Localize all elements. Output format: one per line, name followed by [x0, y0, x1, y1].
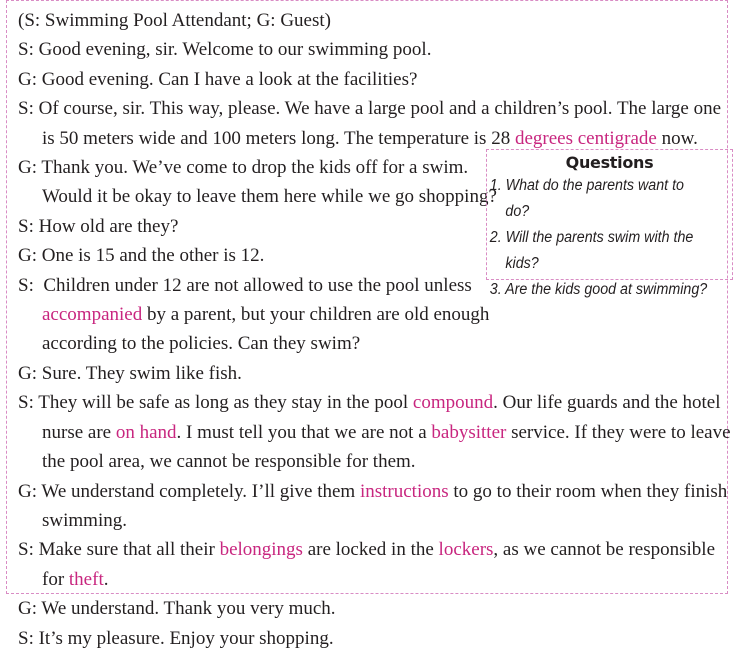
- dialogue-line: G: Thank you. We’ve come to drop the kids off for a swim.: [18, 157, 469, 179]
- questions-box: [486, 149, 733, 298]
- dialogue-line: G: Good evening. Can I have a look at the facilities?: [18, 68, 418, 90]
- text: . Our life guards and the hotel: [493, 392, 721, 414]
- text: . I must tell you that we are not a: [176, 421, 432, 443]
- text: G: We understand completely. I’ll give them: [18, 480, 360, 502]
- vocab-highlight: belongings: [219, 539, 303, 561]
- question-item-cont: do?: [505, 203, 530, 220]
- questions-list: [487, 173, 736, 303]
- questions-title: Questions: [565, 153, 654, 172]
- dialogue-line: S: Of course, sir. This way, please. We have a large pool and a children’s pool. The large one: [18, 98, 722, 120]
- dialogue-line: [18, 300, 718, 329]
- dialogue-line: G: We understand. Thank you very much.: [18, 598, 336, 620]
- text: S: Make sure that all their: [18, 539, 220, 561]
- question-item-cont: kids?: [505, 255, 539, 272]
- dialogue-line: [18, 388, 721, 417]
- dialogue-line: [18, 477, 728, 506]
- vocab-highlight: degrees centigrade: [514, 127, 657, 149]
- vocab-highlight: lockers: [438, 539, 494, 561]
- dialogue-line: [18, 565, 718, 594]
- dialogue-line: swimming.: [42, 509, 127, 531]
- question-item: 3. Are the kids good at swimming?: [489, 281, 708, 298]
- vocab-highlight: compound: [412, 392, 494, 414]
- text: S: They will be safe as long as they stay in the pool: [18, 392, 413, 414]
- question-item: 2. Will the parents swim with the: [489, 229, 694, 246]
- vocab-highlight: on hand: [115, 421, 177, 443]
- vocab-highlight: accompanied: [42, 304, 143, 326]
- text: , as we cannot be responsible: [493, 539, 716, 561]
- text: service. If they were to leave: [506, 421, 731, 443]
- dialogue-line: S: Children under 12 are not allowed to use the pool unless: [18, 274, 472, 296]
- speaker-key: (S: Swimming Pool Attendant; G: Guest): [18, 10, 331, 31]
- text: nurse are: [42, 421, 116, 443]
- dialogue-line: S: Good evening, sir. Welcome to our swimming pool.: [18, 39, 432, 61]
- dialogue-line: [18, 535, 718, 564]
- dialogue-line: S: How old are they?: [18, 215, 179, 237]
- vocab-highlight: theft: [68, 568, 104, 590]
- text: is 50 meters wide and 100 meters long. The temperature is 28: [42, 127, 515, 149]
- dialogue-line: the pool area, we cannot be responsible for them.: [42, 451, 416, 473]
- text: to go to their room when they finish: [448, 480, 728, 502]
- dialogue-line: G: One is 15 and the other is 12.: [18, 245, 265, 267]
- question-item: 1. What do the parents want to: [489, 177, 684, 194]
- dialogue-line: according to the policies. Can they swim?: [42, 333, 361, 355]
- text: are locked in the: [302, 539, 439, 561]
- dialogue-line: G: Sure. They swim like fish.: [18, 362, 242, 384]
- dialogue-line: Would it be okay to leave them here while we go shopping?: [42, 186, 497, 208]
- text: .: [103, 568, 109, 590]
- text: by a parent, but your children are old enough: [142, 304, 490, 326]
- vocab-highlight: instructions: [359, 480, 449, 502]
- text: now.: [656, 127, 698, 149]
- vocab-highlight: babysitter: [431, 421, 507, 443]
- dialogue-text: [18, 6, 731, 653]
- dialogue-line: S: It’s my pleasure. Enjoy your shopping.: [18, 627, 334, 649]
- dialogue-line: [18, 418, 731, 447]
- text: for: [42, 568, 69, 590]
